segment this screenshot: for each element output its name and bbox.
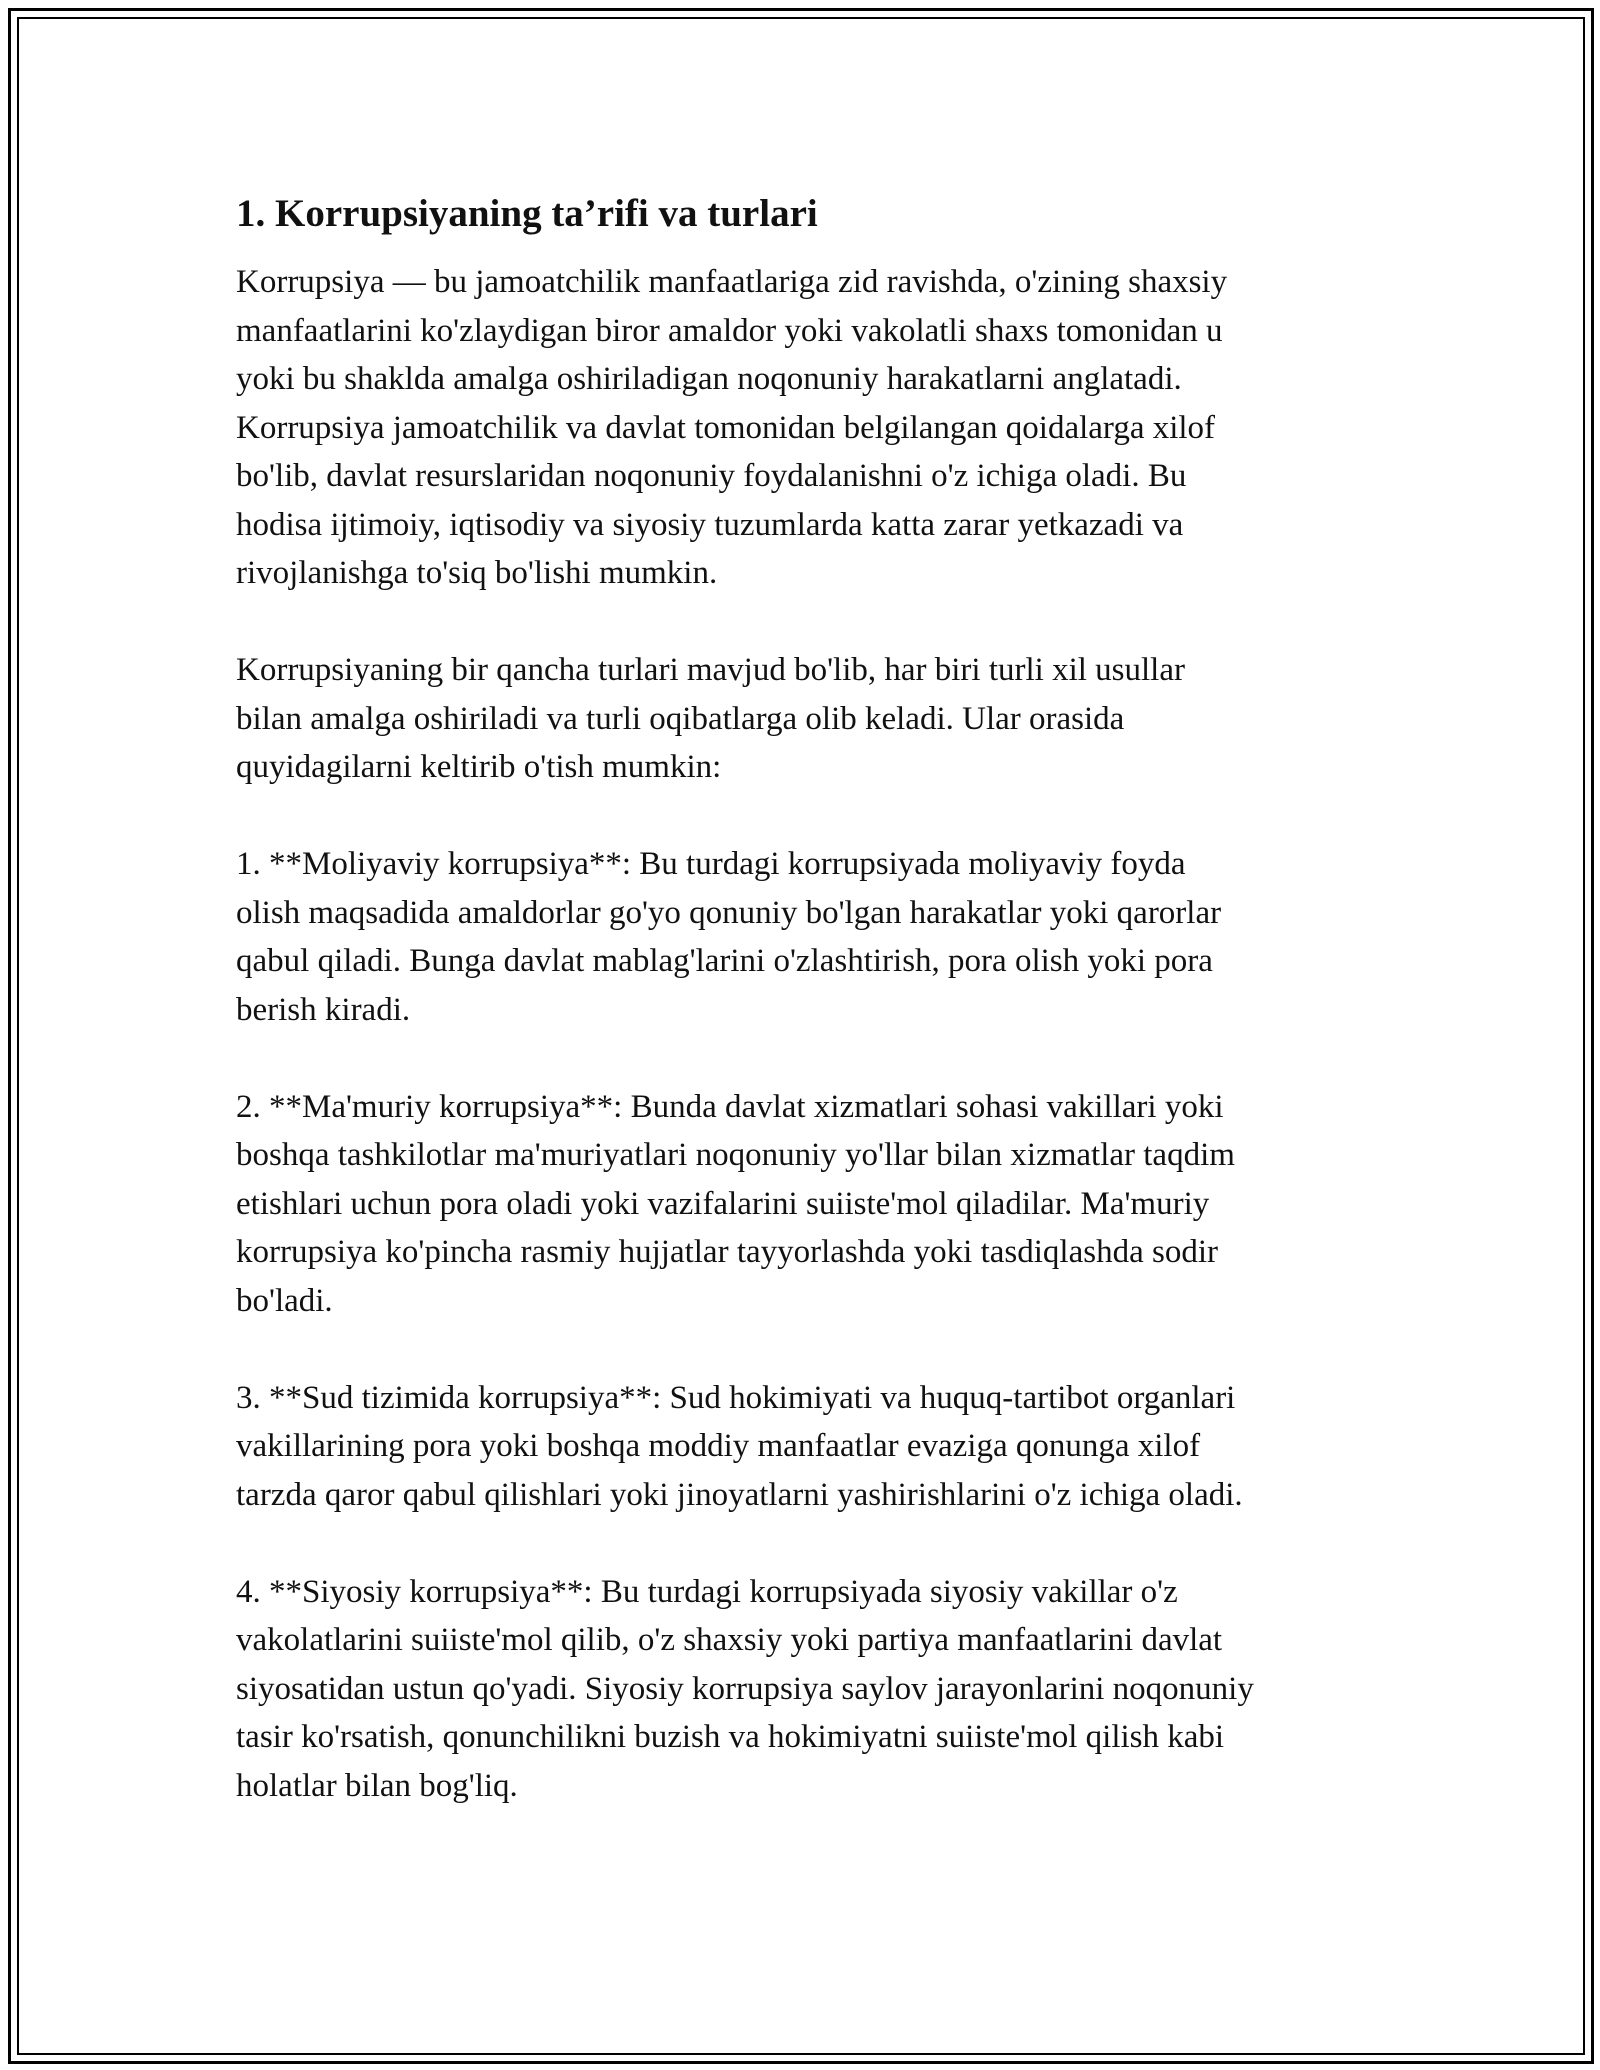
list-item-financial-corruption: 1. **Moliyaviy korrupsiya**: Bu turdagi korrupsiyada moliyaviy foyda olish maqsadida amaldorlar go'yo qonuniy bo'lgan harakatlar yoki qarorlar qabul qiladi. Bunga davlat mablag'larini o'zlashtirish, pora olish yoki pora berish kiradi. bbox=[236, 846, 1222, 1028]
section-heading: 1. Korrupsiyaning ta’rifi va turlari bbox=[236, 192, 818, 235]
paragraph-types-intro: Korrupsiyaning bir qancha turlari mavjud bo'lib, har biri turli xil usullar bilan amalga oshiriladi va turli oqibatlarga olib keladi. Ular orasida quyidagilarni keltirib o'tish mumkin: bbox=[236, 652, 1185, 785]
list-item-judicial-corruption: 3. **Sud tizimida korrupsiya**: Sud hokimiyati va huquq-tartibot organlari vakillarining pora yoki boshqa moddiy manfaatlar evaziga qonunga xilof tarzda qaror qabul qilishlari yoki jinoyatlarni yashirishlarini o'z ichiga oladi. bbox=[236, 1379, 1243, 1513]
list-item-administrative-corruption: 2. **Ma'muriy korrupsiya**: Bunda davlat xizmatlari sohasi vakillari yoki boshqa tashkilotlar ma'muriyatlari noqonuniy yo'llar bilan xizmatlar taqdim etishlari uchun pora oladi yoki vazifalarini suiiste'mol qiladilar. Ma'muriy korrupsiya ko'pincha rasmiy hujjatlar tayyorlashda yoki tasdiqlashda sodir bo'ladi. bbox=[236, 1088, 1235, 1319]
paragraph-definition: Korrupsiya — bu jamoatchilik manfaatlariga zid ravishda, o'zining shaxsiy manfaatlarini ko'zlaydigan biror amaldor yoki vakolatli shaxs tomonidan u yoki bu shaklda amalga oshiriladigan noqonuniy harakatlarni anglatadi. Korrupsiya jamoatchilik va davlat tomonidan belgilangan qoidalarga xilof bo'lib, davlat resurslaridan noqonuniy foydalanishni o'z ichiga oladi. Bu hodisa ijtimoiy, iqtisodiy va siyosiy tuzumlarda katta zarar yetkazadi va rivojlanishga to'siq bo'lishi mumkin. bbox=[236, 264, 1228, 591]
document-body bbox=[236, 188, 1386, 1810]
list-item-political-corruption: 4. **Siyosiy korrupsiya**: Bu turdagi korrupsiyada siyosiy vakillar o'z vakolatlarini suiiste'mol qilib, o'z shaxsiy yoki partiya manfaatlarini davlat siyosatidan ustun qo'yadi. Siyosiy korrupsiya saylov jarayonlarini noqonuniy tasir ko'rsatish, qonunchilikni buzish va hokimiyatni suiiste'mol qilish kabi holatlar bilan bog'liq. bbox=[236, 1573, 1254, 1804]
